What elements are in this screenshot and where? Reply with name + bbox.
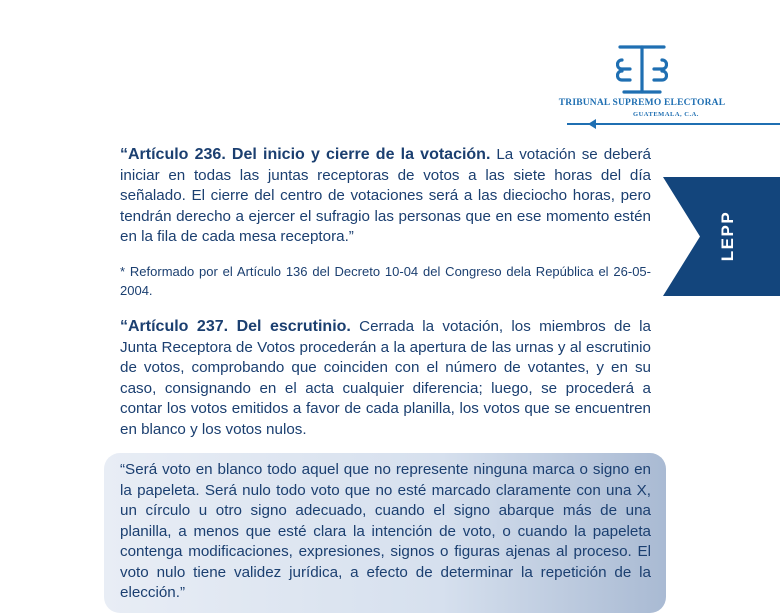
tse-emblem-icon — [616, 42, 668, 96]
article-237-body: Cerrada la votación, los miembros de la Junta Receptora de Votos procederán a la apertura de las urnas y al escrutinio de votos, comprobando que coinciden con el número de votantes, y en su caso, consignando en el acta cualquier diferencia; luego, se procederá a contar los votos emitidos a favor de cada planilla, los votos que se encuentren en blanco y los votos nulos. — [120, 318, 652, 438]
logo-city: GUATEMALA, C.A. — [633, 111, 699, 118]
reform-note: * Reformado por el Artículo 136 del Decreto 10-04 del Congreso dela República el 26-05-2004. — [120, 264, 651, 298]
quote-text: “Será voto en blanco todo aquel que no represente ninguna marca o signo en la papeleta. Será nulo todo voto que no esté marcado claramente con una X, un círculo u otro signo adecuado, cuando el signo abarque más de una planilla, a menos que esté clara la intención de voto, o cuando la papeleta contenga modificaciones, expresiones, signos o figuras ajenas al proceso. El voto nulo tiene validez jurídica, a efecto de determinar la repetición de la elección.” — [120, 461, 651, 601]
article-236-heading: “Artículo 236. Del inicio y cierre de la votación. — [120, 146, 491, 163]
article-236 — [120, 145, 651, 248]
article-236-body: La votación se deberá iniciar en todas las juntas receptoras de votos a las siete horas del día señalado. El cierre del centro de votaciones será a las dieciocho horas, pero tendrán derecho a ejercer el sufragio las personas que en ese momento estén en la fila de cada mesa receptora.” — [120, 146, 651, 245]
tse-logo — [556, 42, 728, 130]
article-237-heading: “Artículo 237. Del escrutinio. — [120, 318, 351, 335]
header-arrow-icon — [588, 119, 596, 129]
section-tab-label: LEPP — [718, 210, 737, 262]
article-237 — [120, 317, 651, 440]
header-rule — [567, 123, 780, 125]
logo-name: TRIBUNAL SUPREMO ELECTORAL — [558, 98, 726, 108]
